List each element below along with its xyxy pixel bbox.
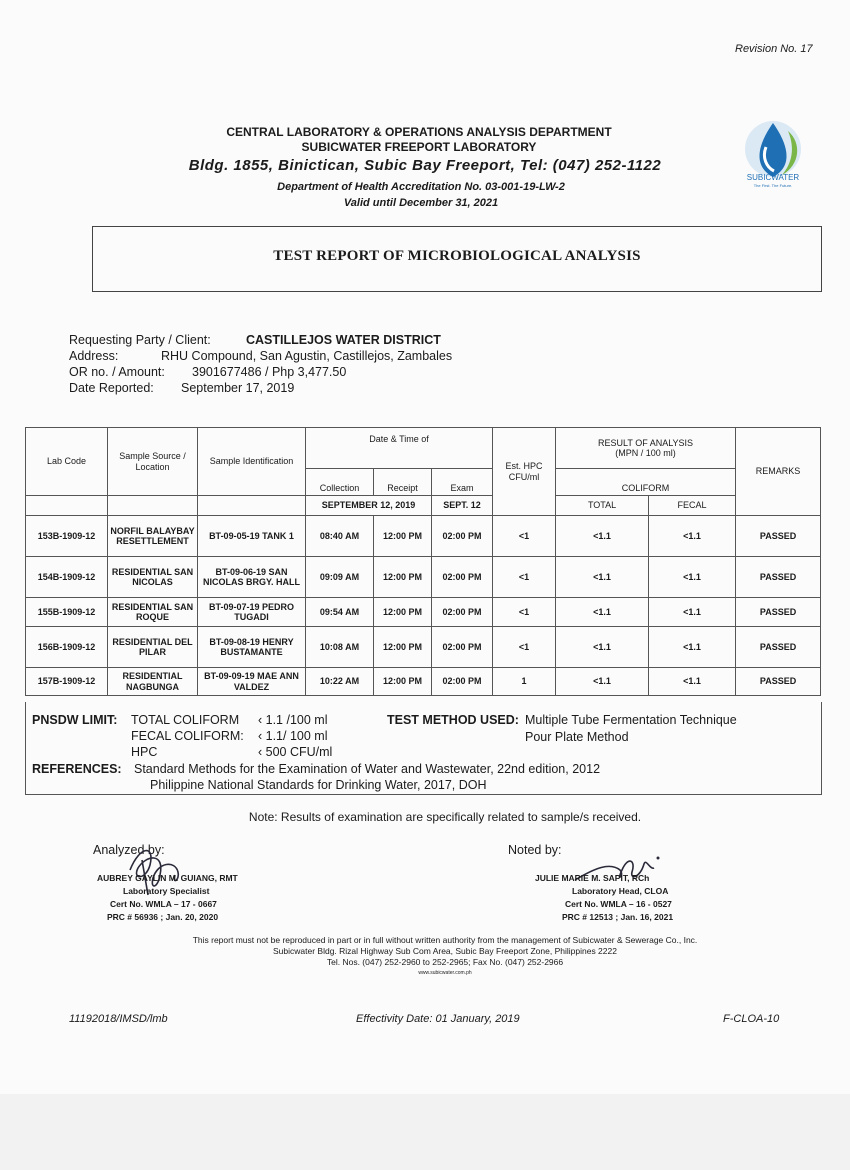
- header-total: TOTAL: [556, 496, 649, 516]
- fecal-coliform: <1.1: [649, 668, 736, 696]
- analyst-title: Laboratory Specialist: [123, 886, 210, 896]
- hpc-label: HPC: [131, 745, 158, 759]
- date-collected: SEPTEMBER 12, 2019: [306, 496, 432, 516]
- address-label: Address:: [69, 349, 119, 363]
- date-exam: SEPT. 12: [432, 496, 493, 516]
- fecal-coliform: <1.1: [649, 627, 736, 668]
- exam-time: 02:00 PM: [432, 557, 493, 598]
- department-name: CENTRAL LABORATORY & OPERATIONS ANALYSIS DEPARTMENT: [226, 125, 612, 139]
- header-blank: [198, 496, 306, 516]
- sample-source: RESIDENTIAL DEL PILAR: [108, 627, 198, 668]
- table-row: [26, 557, 821, 598]
- remarks: PASSED: [736, 668, 821, 696]
- test-method-label: TEST METHOD USED:: [387, 713, 519, 727]
- table-row: [26, 627, 821, 668]
- laboratory-address: Bldg. 1855, Binictican, Subic Bay Freeport, Tel: (047) 252-1122: [188, 157, 662, 174]
- or-label: OR no. / Amount:: [69, 365, 165, 379]
- receipt-time: 12:00 PM: [374, 627, 432, 668]
- revision-number: Revision No. 17: [735, 43, 813, 55]
- table-row: [26, 598, 821, 627]
- client-row: [69, 333, 441, 347]
- table-row: [26, 668, 821, 696]
- remarks: PASSED: [736, 516, 821, 557]
- analyst-name: AUBREY GAYLIN M. GUIANG, RMT: [97, 873, 238, 883]
- header-sample-source: Sample Source / Location: [108, 428, 198, 496]
- exam-time: 02:00 PM: [432, 627, 493, 668]
- logo-wordmark: SUBICWATER: [746, 173, 800, 182]
- total-coliform: <1.1: [556, 627, 649, 668]
- noter-name: JULIE MARIE M. SAPIT, RCh: [535, 873, 650, 883]
- header-est-hpc: Est. HPC CFU/ml: [493, 428, 556, 516]
- lab-code: 157B-1909-12: [26, 668, 108, 696]
- accreditation-number: Department of Health Accreditation No. 03-001-19-LW-2: [277, 181, 565, 193]
- hpc-limit: ‹ 500 CFU/ml: [258, 745, 333, 759]
- header-receipt: Receipt: [374, 469, 432, 496]
- remarks: PASSED: [736, 598, 821, 627]
- total-coliform: <1.1: [556, 598, 649, 627]
- total-coliform: <1.1: [556, 516, 649, 557]
- exam-time: 02:00 PM: [432, 668, 493, 696]
- sample-identification: BT-09-07-19 PEDRO TUGADI: [198, 598, 306, 627]
- lab-code: 155B-1909-12: [26, 598, 108, 627]
- form-number: F-CLOA-10: [723, 1013, 780, 1025]
- receipt-time: 12:00 PM: [374, 557, 432, 598]
- collection-time: 10:22 AM: [306, 668, 374, 696]
- references-label: REFERENCES:: [32, 762, 122, 776]
- sample-identification: BT-09-05-19 TANK 1: [198, 516, 306, 557]
- hpc-value: <1: [493, 516, 556, 557]
- sample-identification: BT-09-09-19 MAE ANN VALDEZ: [198, 668, 306, 696]
- header-sample-identification: Sample Identification: [198, 428, 306, 496]
- fecal-coliform: <1.1: [649, 516, 736, 557]
- address-row: [69, 349, 452, 363]
- header-result-of-analysis: [556, 428, 736, 469]
- footer-line-3: Tel. Nos. (047) 252-2960 to 252-2965; Fax No. (047) 252-2966: [326, 957, 564, 967]
- analyst-prc: PRC # 56936 ; Jan. 20, 2020: [107, 912, 219, 922]
- accreditation-validity: Valid until December 31, 2021: [343, 197, 499, 209]
- remarks: PASSED: [736, 557, 821, 598]
- total-coliform: <1.1: [556, 557, 649, 598]
- date-reported-row: [69, 381, 294, 395]
- fecal-coliform-limit: ‹ 1.1/ 100 ml: [258, 729, 328, 743]
- result-unit: (MPN / 100 ml): [615, 448, 676, 458]
- laboratory-name: SUBICWATER FREEPORT LABORATORY: [301, 140, 537, 154]
- sample-source: RESIDENTIAL SAN ROQUE: [108, 598, 198, 627]
- analyst-cert: Cert No. WMLA – 17 - 0667: [110, 899, 217, 909]
- pnsdw-limit-label: PNSDW LIMIT:: [32, 713, 118, 727]
- exam-time: 02:00 PM: [432, 516, 493, 557]
- header-exam: Exam: [432, 469, 493, 496]
- sample-source: RESIDENTIAL SAN NICOLAS: [108, 557, 198, 598]
- footer-line-1: This report must not be reproduced in part or in full without written authority from the management of Subicwater & Sewerage Co., Inc.: [192, 935, 698, 945]
- client-value: CASTILLEJOS WATER DISTRICT: [246, 333, 441, 347]
- header-collection: Collection: [306, 469, 374, 496]
- hpc-value: <1: [493, 627, 556, 668]
- collection-time: 10:08 AM: [306, 627, 374, 668]
- exam-time: 02:00 PM: [432, 598, 493, 627]
- header-fecal: FECAL: [649, 496, 736, 516]
- test-method-2: Pour Plate Method: [525, 730, 629, 744]
- lab-code: 156B-1909-12: [26, 627, 108, 668]
- collection-time: 09:54 AM: [306, 598, 374, 627]
- lab-code: 154B-1909-12: [26, 557, 108, 598]
- sample-source: NORFIL BALAYBAY RESETTLEMENT: [108, 516, 198, 557]
- receipt-time: 12:00 PM: [374, 668, 432, 696]
- footer-disclaimer: [20, 935, 850, 979]
- fecal-coliform: <1.1: [649, 557, 736, 598]
- results-table: [25, 427, 821, 696]
- report-title: TEST REPORT OF MICROBIOLOGICAL ANALYSIS: [273, 248, 641, 264]
- lab-code: 153B-1909-12: [26, 516, 108, 557]
- collection-time: 08:40 AM: [306, 516, 374, 557]
- remarks: PASSED: [736, 627, 821, 668]
- date-reported-label: Date Reported:: [69, 381, 154, 395]
- sample-source: RESIDENTIAL NAGBUNGA: [108, 668, 198, 696]
- header-date-time: Date & Time of: [306, 428, 493, 469]
- header-blank: [26, 496, 108, 516]
- logo-tagline: The First. The Future.: [753, 183, 793, 188]
- date-reported-value: September 17, 2019: [181, 381, 295, 395]
- hpc-value: <1: [493, 557, 556, 598]
- address-value: RHU Compound, San Agustin, Castillejos, Zambales: [161, 349, 453, 363]
- collection-time: 09:09 AM: [306, 557, 374, 598]
- header-remarks: REMARKS: [736, 428, 821, 516]
- total-coliform-label: TOTAL COLIFORM: [131, 713, 240, 727]
- sample-identification: BT-09-06-19 SAN NICOLAS BRGY. HALL: [198, 557, 306, 598]
- noter-cert: Cert No. WMLA – 16 - 0527: [565, 899, 672, 909]
- sample-identification: BT-09-08-19 HENRY BUSTAMANTE: [198, 627, 306, 668]
- scan-margin: [0, 1094, 850, 1170]
- test-method-1: Multiple Tube Fermentation Technique: [525, 713, 737, 727]
- header-lab-code: Lab Code: [26, 428, 108, 496]
- noter-title: Laboratory Head, CLOA: [572, 886, 669, 896]
- reference-2: Philippine National Standards for Drinking Water, 2017, DOH: [150, 778, 487, 792]
- noted-by-label: Noted by:: [508, 843, 562, 857]
- receipt-time: 12:00 PM: [374, 598, 432, 627]
- noter-prc: PRC # 12513 ; Jan. 16, 2021: [562, 912, 674, 922]
- header-blank: [108, 496, 198, 516]
- header-coliform: COLIFORM: [556, 469, 736, 496]
- client-label: Requesting Party / Client:: [69, 333, 211, 347]
- results-note: Note: Results of examination are specifically related to sample/s received.: [248, 810, 642, 824]
- or-value: 3901677486 / Php 3,477.50: [192, 365, 347, 379]
- document-reference: 11192018/IMSD/lmb: [69, 1013, 168, 1025]
- footer-url: www.subicwater.com.ph: [418, 970, 472, 976]
- hpc-value: 1: [493, 668, 556, 696]
- effectivity-date: Effectivity Date: 01 January, 2019: [356, 1013, 520, 1025]
- total-coliform: <1.1: [556, 668, 649, 696]
- hpc-value: <1: [493, 598, 556, 627]
- receipt-time: 12:00 PM: [374, 516, 432, 557]
- reference-1: Standard Methods for the Examination of Water and Wastewater, 22nd edition, 2012: [134, 762, 601, 776]
- footer-line-2: Subicwater Bldg. Rizal Highway Sub Com Area, Subic Bay Freeport Zone, Philippines 2222: [273, 946, 617, 956]
- analyzed-by-label: Analyzed by:: [93, 843, 165, 857]
- result-title: RESULT OF ANALYSIS: [598, 437, 694, 448]
- or-row: [69, 365, 346, 379]
- total-coliform-limit: ‹ 1.1 /100 ml: [258, 713, 328, 727]
- fecal-coliform-label: FECAL COLIFORM:: [131, 729, 244, 743]
- table-row: [26, 516, 821, 557]
- fecal-coliform: <1.1: [649, 598, 736, 627]
